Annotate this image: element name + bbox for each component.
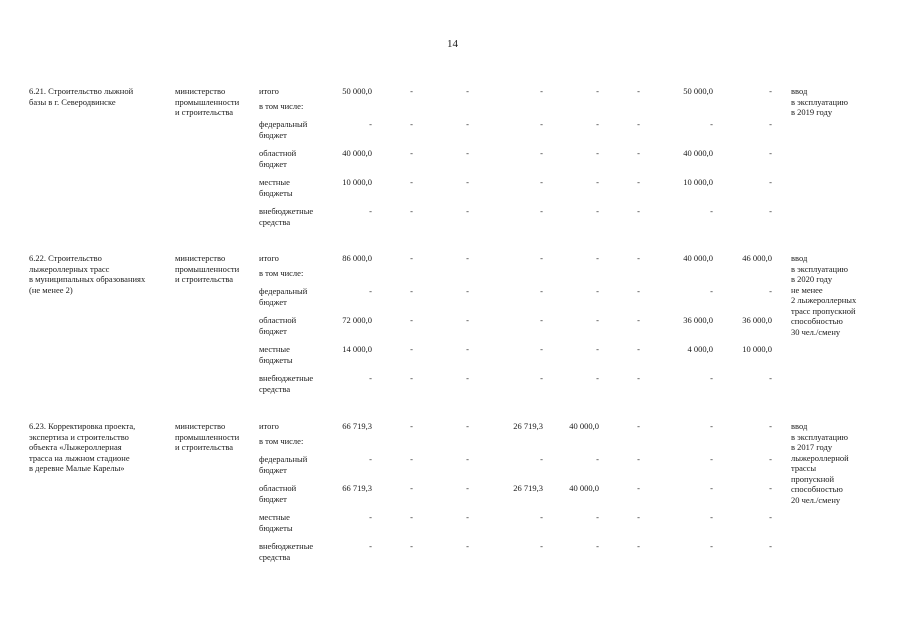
funding-value: 10 000,0	[742, 344, 772, 354]
funding-value: -	[637, 512, 640, 522]
funding-value: -	[466, 119, 469, 129]
funding-value: -	[769, 286, 772, 296]
funding-source: местные бюджеты	[259, 512, 293, 533]
page-number: 14	[447, 38, 458, 50]
funding-value: -	[637, 206, 640, 216]
funding-value: -	[466, 541, 469, 551]
funding-value: -	[596, 86, 599, 96]
funding-value: -	[596, 344, 599, 354]
funding-value: -	[410, 344, 413, 354]
funding-value: -	[410, 177, 413, 187]
funding-value: 50 000,0	[342, 86, 372, 96]
funding-value: -	[769, 206, 772, 216]
funding-value: 72 000,0	[342, 315, 372, 325]
funding-value: 50 000,0	[683, 86, 713, 96]
funding-value: -	[410, 86, 413, 96]
funding-value: -	[466, 148, 469, 158]
funding-value: -	[769, 454, 772, 464]
funding-value: -	[710, 512, 713, 522]
funding-source: итого	[259, 86, 279, 96]
funding-value: -	[540, 315, 543, 325]
funding-value: -	[369, 512, 372, 522]
funding-value: -	[540, 148, 543, 158]
expected-result: ввод в эксплуатацию в 2019 году	[791, 86, 848, 117]
funding-value: 14 000,0	[342, 344, 372, 354]
funding-value: -	[540, 206, 543, 216]
funding-value: -	[369, 286, 372, 296]
funding-value: -	[540, 344, 543, 354]
funding-value: -	[466, 344, 469, 354]
funding-value: -	[540, 512, 543, 522]
funding-value: -	[596, 541, 599, 551]
funding-source: в том числе:	[259, 268, 304, 278]
funding-value: -	[466, 286, 469, 296]
funding-value: -	[637, 286, 640, 296]
funding-value: -	[710, 119, 713, 129]
funding-value: -	[540, 286, 543, 296]
funding-value: -	[410, 541, 413, 551]
funding-source: федеральный бюджет	[259, 119, 308, 140]
funding-value: -	[596, 512, 599, 522]
funding-value: -	[466, 512, 469, 522]
funding-source: областной бюджет	[259, 315, 297, 336]
funding-value: -	[596, 315, 599, 325]
funding-value: -	[410, 373, 413, 383]
funding-value: -	[637, 421, 640, 431]
funding-value: -	[596, 286, 599, 296]
funding-value: -	[596, 373, 599, 383]
funding-value: -	[710, 286, 713, 296]
funding-value: -	[769, 541, 772, 551]
funding-value: 26 719,3	[513, 421, 543, 431]
funding-value: -	[637, 86, 640, 96]
activity-title: 6.21. Строительство лыжной базы в г. Северодвинске	[29, 86, 134, 107]
funding-value: 40 000,0	[569, 483, 599, 493]
funding-value: -	[769, 177, 772, 187]
funding-value: -	[637, 483, 640, 493]
funding-value: -	[710, 541, 713, 551]
funding-value: -	[466, 373, 469, 383]
funding-value: -	[540, 177, 543, 187]
funding-value: -	[596, 177, 599, 187]
funding-value: -	[637, 541, 640, 551]
funding-value: -	[769, 421, 772, 431]
funding-source: федеральный бюджет	[259, 454, 308, 475]
funding-value: -	[466, 421, 469, 431]
funding-value: 66 719,3	[342, 421, 372, 431]
funding-source: местные бюджеты	[259, 344, 293, 365]
funding-value: -	[769, 148, 772, 158]
funding-source: в том числе:	[259, 101, 304, 111]
funding-value: -	[710, 483, 713, 493]
funding-value: 10 000,0	[342, 177, 372, 187]
funding-value: 66 719,3	[342, 483, 372, 493]
funding-value: -	[637, 253, 640, 263]
executor: министерство промышленности и строительства	[175, 253, 240, 284]
funding-value: 46 000,0	[742, 253, 772, 263]
funding-value: -	[769, 119, 772, 129]
funding-value: -	[637, 119, 640, 129]
activity-title: 6.22. Строительство лыжероллерных трасс в муниципальных образованиях (не менее 2)	[29, 253, 146, 295]
funding-value: -	[410, 148, 413, 158]
funding-value: -	[710, 373, 713, 383]
funding-value: -	[466, 253, 469, 263]
funding-value: -	[710, 454, 713, 464]
funding-value: -	[596, 253, 599, 263]
executor: министерство промышленности и строительства	[175, 86, 240, 117]
funding-value: -	[596, 454, 599, 464]
funding-source: областной бюджет	[259, 483, 297, 504]
funding-source: внебюджетные средства	[259, 206, 314, 227]
funding-source: итого	[259, 421, 279, 431]
funding-value: 26 719,3	[513, 483, 543, 493]
funding-source: федеральный бюджет	[259, 286, 308, 307]
funding-value: 36 000,0	[683, 315, 713, 325]
funding-source: областной бюджет	[259, 148, 297, 169]
funding-value: -	[410, 206, 413, 216]
funding-value: -	[540, 86, 543, 96]
funding-value: 40 000,0	[683, 253, 713, 263]
funding-value: 10 000,0	[683, 177, 713, 187]
expected-result: ввод в эксплуатацию в 2020 году не менее 2 лыжероллерных трасс пропускной способностью 30 чел./смену	[791, 253, 857, 337]
funding-value: -	[369, 206, 372, 216]
funding-value: -	[540, 454, 543, 464]
funding-value: -	[369, 373, 372, 383]
funding-source: внебюджетные средства	[259, 541, 314, 562]
funding-value: -	[410, 119, 413, 129]
funding-value: -	[596, 148, 599, 158]
funding-value: -	[466, 86, 469, 96]
funding-value: -	[710, 421, 713, 431]
funding-value: -	[466, 206, 469, 216]
funding-value: -	[369, 119, 372, 129]
executor: министерство промышленности и строительства	[175, 421, 240, 452]
funding-value: -	[637, 373, 640, 383]
funding-value: -	[410, 421, 413, 431]
funding-value: -	[410, 454, 413, 464]
funding-value: -	[540, 541, 543, 551]
funding-value: -	[769, 483, 772, 493]
funding-value: 36 000,0	[742, 315, 772, 325]
funding-value: -	[596, 119, 599, 129]
funding-value: 40 000,0	[342, 148, 372, 158]
funding-value: -	[540, 119, 543, 129]
funding-value: -	[769, 512, 772, 522]
funding-value: -	[466, 483, 469, 493]
funding-value: 40 000,0	[683, 148, 713, 158]
funding-value: 4 000,0	[687, 344, 713, 354]
funding-value: -	[596, 206, 599, 216]
funding-value: -	[369, 541, 372, 551]
funding-value: -	[410, 483, 413, 493]
funding-value: -	[410, 286, 413, 296]
funding-source: итого	[259, 253, 279, 263]
funding-value: -	[769, 373, 772, 383]
funding-value: -	[637, 344, 640, 354]
funding-value: -	[540, 373, 543, 383]
funding-value: -	[466, 454, 469, 464]
funding-value: -	[466, 315, 469, 325]
funding-value: -	[540, 253, 543, 263]
funding-source: в том числе:	[259, 436, 304, 446]
funding-value: -	[637, 148, 640, 158]
funding-value: -	[769, 86, 772, 96]
funding-value: -	[410, 512, 413, 522]
funding-value: -	[410, 253, 413, 263]
expected-result: ввод в эксплуатацию в 2017 году лыжероллерной трассы пропускной способностью 20 чел./смену	[791, 421, 849, 505]
funding-source: местные бюджеты	[259, 177, 293, 198]
funding-value: -	[637, 315, 640, 325]
activity-title: 6.23. Корректировка проекта, экспертиза и строительство объекта «Лыжероллерная трасса на лыжном стадионе в деревне Малые Карелы»	[29, 421, 136, 473]
funding-value: 40 000,0	[569, 421, 599, 431]
funding-value: -	[637, 177, 640, 187]
funding-value: -	[637, 454, 640, 464]
funding-value: -	[410, 315, 413, 325]
funding-value: 86 000,0	[342, 253, 372, 263]
funding-source: внебюджетные средства	[259, 373, 314, 394]
funding-value: -	[369, 454, 372, 464]
funding-value: -	[710, 206, 713, 216]
funding-value: -	[466, 177, 469, 187]
